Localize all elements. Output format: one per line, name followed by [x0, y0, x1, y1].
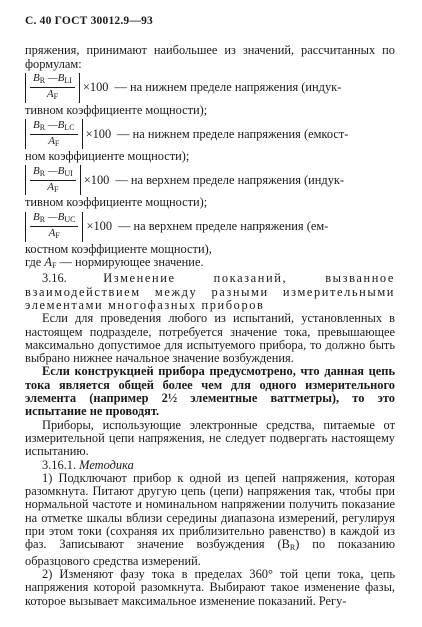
abs-value — [25, 165, 81, 195]
paragraph-3: Приборы, использующие электронные средства, питаемые от измерительной цепи напряжения, не следует подвергать настоящему испытанию. — [25, 417, 395, 459]
fraction-denominator: $A_F$ — [46, 88, 59, 102]
fraction — [30, 119, 78, 150]
formula-row — [25, 73, 395, 103]
fraction — [30, 72, 75, 103]
fraction-numerator: $B_R$ $—B_{UI}$ — [30, 165, 76, 181]
fraction-denominator: $A_F$ — [48, 134, 60, 148]
fraction-denominator: $A_F$ — [48, 227, 60, 241]
section-3-16-heading: 3.16. Изменение показаний, вызванное взаимодействием между разными измерительными элементами многофазных приборов — [25, 271, 395, 312]
multiplier: ×100 — [85, 126, 112, 141]
paragraph-4: 1) Подключают прибор к одной из цепей напряжения, которая разомкнута. Питают другую цепь (цепи) напряжения так, чтобы при нормальной частоте и номинальном напряжении получить показание на отметке шкалы вблизи середины диапазона измерений, регулируя при этом токи (сохраняя их приблизительно равенство) в каждой из фаз. Записывают значение возбуждения $(B_R)$ по показанию образцового средства измерений. — [25, 470, 395, 568]
fraction-denominator: $A_F$ — [47, 180, 59, 194]
formula-note: — на верхнем пределе напряжения (индук- — [115, 172, 345, 187]
multiplier: ×100 — [86, 219, 113, 234]
fraction — [30, 165, 76, 196]
formula-list — [25, 73, 395, 256]
formula-note-continuation: ном коэффициенте мощности); — [25, 149, 190, 164]
formula-note: — на верхнем пределе напряжения (ем- — [118, 219, 329, 234]
multiplier: ×100 — [82, 80, 109, 95]
formula-note: — на нижнем пределе напряжения (индук- — [114, 80, 342, 95]
formula-row — [25, 119, 395, 149]
where-line: где $A_F$ — нормирующее значение. — [25, 255, 204, 271]
intro-paragraph: пряжения, принимают наибольшее из значений, рассчитанных по формулам: — [25, 43, 395, 71]
formula-note: — на нижнем пределе напряжения (емкост- — [117, 126, 349, 141]
fraction-numerator: $B_R$ $—B_{UC}$ — [30, 211, 78, 227]
paragraph-1: Если для проведения любого из испытаний, установленных в настоящем подразделе, потребуется значение тока, превышающее максимально допустимое для испытуемого прибора, то должно быть выбрано нижнее начальное значение возбуждения. — [25, 311, 395, 366]
formula-row — [25, 212, 395, 242]
section-3-16-1-heading: 3.16.1. Методика — [42, 457, 134, 472]
paragraph-5: 2) Изменяют фазу тока в пределах 360° той цепи тока, цепь напряжения которой разомкнута. Выбирают такое изменение фазы, которое вызывает максимальное изменение показаний. Регу- — [25, 566, 395, 608]
formula-note-continuation: тивном коэффициенте мощности); — [25, 102, 208, 117]
formula-note-continuation: тивном коэффициенте мощности); — [25, 195, 208, 210]
fraction — [30, 211, 78, 242]
abs-value — [25, 73, 80, 103]
fraction-numerator: $B_R$ $—B_{LC}$ — [30, 119, 78, 135]
fraction-numerator: $B_R$ $—B_{LI}$ — [30, 72, 75, 88]
formula-note-continuation: костном коэффициенте мощности), — [25, 241, 212, 256]
formula-row — [25, 165, 395, 195]
paragraph-2: Если конструкцией прибора предусмотрено, что данная цепь тока является общей более чем для одного измерительного элемента (например 2½ элементные ваттметры), то это испытание не проводят. — [25, 364, 395, 419]
abs-value — [25, 119, 83, 149]
page-header: С. 40 ГОСТ 30012.9—93 — [25, 15, 153, 27]
abs-value — [25, 212, 83, 242]
multiplier: ×100 — [83, 172, 110, 187]
